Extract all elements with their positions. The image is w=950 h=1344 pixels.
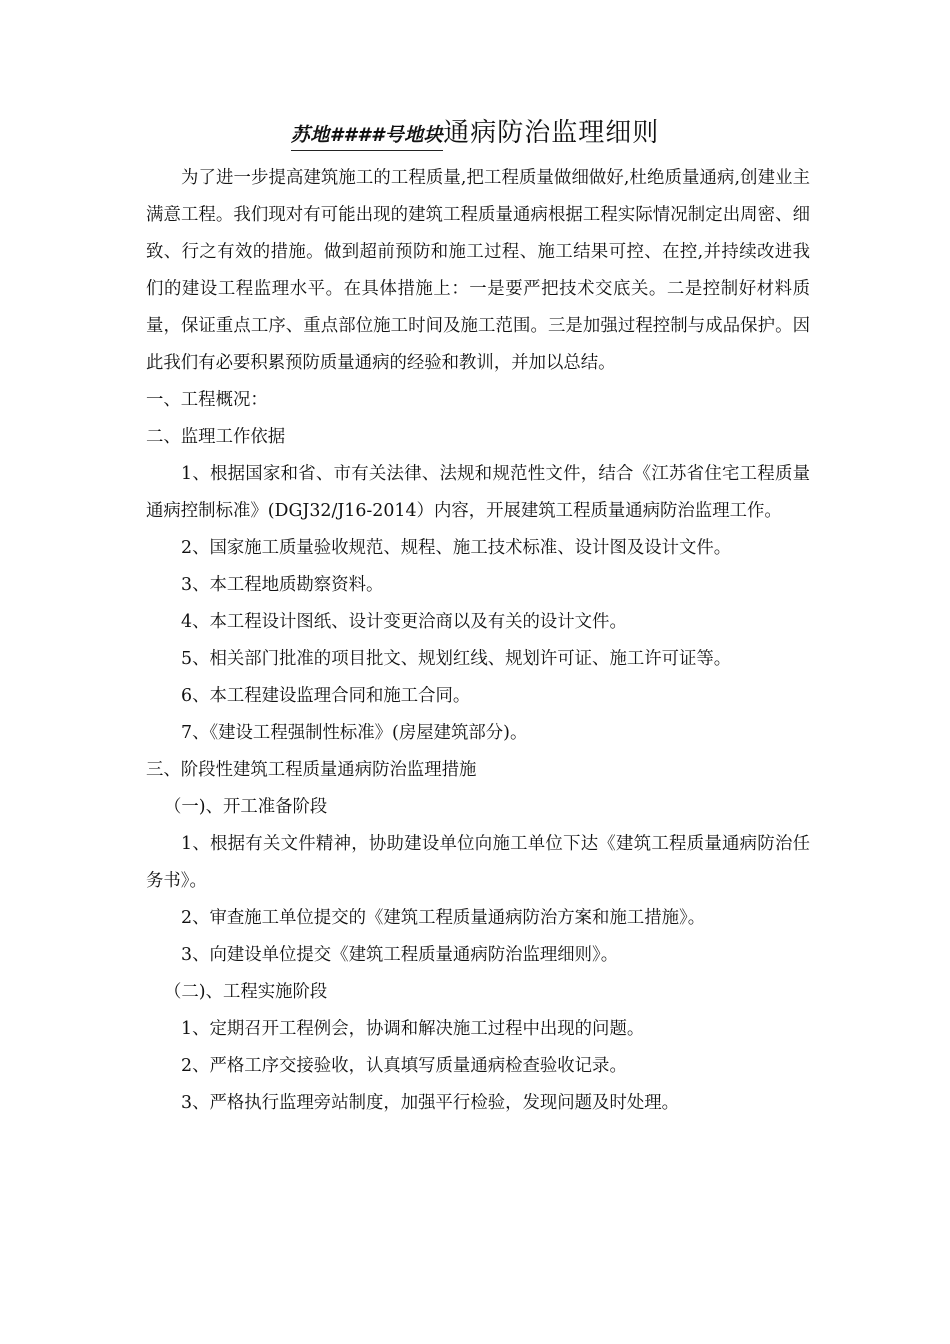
basis-item: 1、根据国家和省、市有关法律、法规和规范性文件，结合《江苏省住宅工程质量通病控制标准》(DGJ32/J16-2014）内容，开展建筑工程质量通病防治监理工作。 (146, 464, 810, 521)
title-project-name: 苏地####号地块 (291, 124, 443, 151)
title-main: 通病防治监理细则 (443, 118, 660, 148)
measure-item: 3、向建设单位提交《建筑工程质量通病防治监理细则》。 (181, 945, 619, 965)
measure-item: 1、定期召开工程例会，协调和解决施工过程中出现的问题。 (181, 1019, 645, 1039)
measure-item: 3、严格执行监理旁站制度，加强平行检验，发现问题及时处理。 (181, 1093, 680, 1113)
basis-item: 5、相关部门批准的项目批文、规划红线、规划许可证、施工许可证等。 (181, 649, 732, 669)
measure-item: 1、根据有关文件精神，协助建设单位向施工单位下达《建筑工程质量通病防治任务书》。 (146, 834, 810, 891)
section-heading-overview: 一、工程概况： (146, 390, 268, 410)
subsection-heading-implementation: （二)、工程实施阶段 (164, 982, 328, 1002)
basis-item: 7、《建设工程强制性标准》(房屋建筑部分)。 (181, 723, 528, 743)
intro-paragraph: 为了进一步提高建筑施工的工程质量,把工程质量做细做好,杜绝质量通病,创建业主满意工程。我们现对有可能出现的建筑工程质量通病根据工程实际情况制定出周密、细致、行之有效的措施。做到超前预防和施工过程、施工结果可控、在控,并持续改进我们的建设工程监理水平。在具体措施上：一是要严把技术交底关。二是控制好材料质量，保证重点工序、重点部位施工时间及施工范围。三是加强过程控制与成品保护。因此我们有必要积累预防质量通病的经验和教训，并加以总结。 (146, 168, 810, 373)
document-body (146, 160, 810, 1122)
basis-item: 4、本工程设计图纸、设计变更洽商以及有关的设计文件。 (181, 612, 627, 632)
basis-item: 2、国家施工质量验收规范、规程、施工技术标准、设计图及设计文件。 (181, 538, 732, 558)
subsection-heading-preparation: （一)、开工准备阶段 (164, 797, 328, 817)
basis-item: 3、本工程地质勘察资料。 (181, 575, 384, 595)
basis-item: 6、本工程建设监理合同和施工合同。 (181, 686, 471, 706)
measure-item: 2、审查施工单位提交的《建筑工程质量通病防治方案和施工措施》。 (181, 908, 706, 928)
section-heading-measures: 三、阶段性建筑工程质量通病防治监理措施 (146, 760, 477, 780)
document-title (0, 112, 950, 149)
measure-item: 2、严格工序交接验收，认真填写质量通病检查验收记录。 (181, 1056, 627, 1076)
section-heading-basis: 二、监理工作依据 (146, 427, 286, 447)
